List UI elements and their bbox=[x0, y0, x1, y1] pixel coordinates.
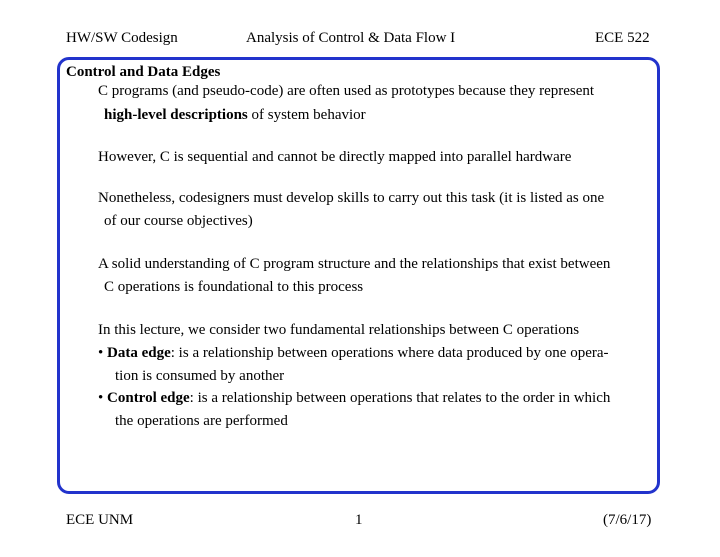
bullet-icon: • bbox=[98, 345, 104, 361]
paragraph-3-line-1: Nonetheless, codesigners must develop skills to carry out this task (it is listed as one bbox=[98, 190, 605, 206]
paragraph-1-line-2 bbox=[104, 107, 366, 124]
header-left: HW/SW Codesign bbox=[66, 30, 178, 46]
bullet-control-edge-line-2: the operations are performed bbox=[115, 413, 288, 429]
paragraph-1-line-2-rest: of system behavior bbox=[247, 107, 366, 123]
paragraph-3-line-2: of our course objectives) bbox=[104, 213, 253, 229]
bullet-icon: • bbox=[98, 390, 104, 406]
bullet-control-edge bbox=[98, 390, 610, 407]
term-control-edge: Control edge bbox=[107, 390, 190, 406]
paragraph-5: In this lecture, we consider two fundamental relationships between C operations bbox=[98, 322, 580, 338]
slide-title: Control and Data Edges bbox=[66, 64, 221, 80]
header-center: Analysis of Control & Data Flow I bbox=[246, 30, 456, 46]
footer-date: (7/6/17) bbox=[603, 512, 652, 528]
bullet-data-edge bbox=[98, 345, 609, 362]
footer-left: ECE UNM bbox=[66, 512, 134, 528]
bold-term-high-level: high-level descriptions bbox=[104, 107, 248, 123]
paragraph-1-line-1: C programs (and pseudo-code) are often used as prototypes because they represent bbox=[98, 83, 595, 99]
bullet-data-edge-text: : is a relationship between operations where data produced by one opera- bbox=[170, 345, 609, 361]
paragraph-4-line-1: A solid understanding of C program structure and the relationships that exist between bbox=[98, 256, 611, 272]
bullet-data-edge-line-2: tion is consumed by another bbox=[115, 368, 285, 384]
page-number: 1 bbox=[355, 512, 363, 528]
paragraph-2: However, C is sequential and cannot be directly mapped into parallel hardware bbox=[98, 149, 572, 165]
header-right: ECE 522 bbox=[595, 30, 650, 46]
term-data-edge: Data edge bbox=[107, 345, 171, 361]
bullet-control-edge-text: : is a relationship between operations that relates to the order in which bbox=[189, 390, 611, 406]
paragraph-4-line-2: C operations is foundational to this process bbox=[104, 279, 364, 295]
